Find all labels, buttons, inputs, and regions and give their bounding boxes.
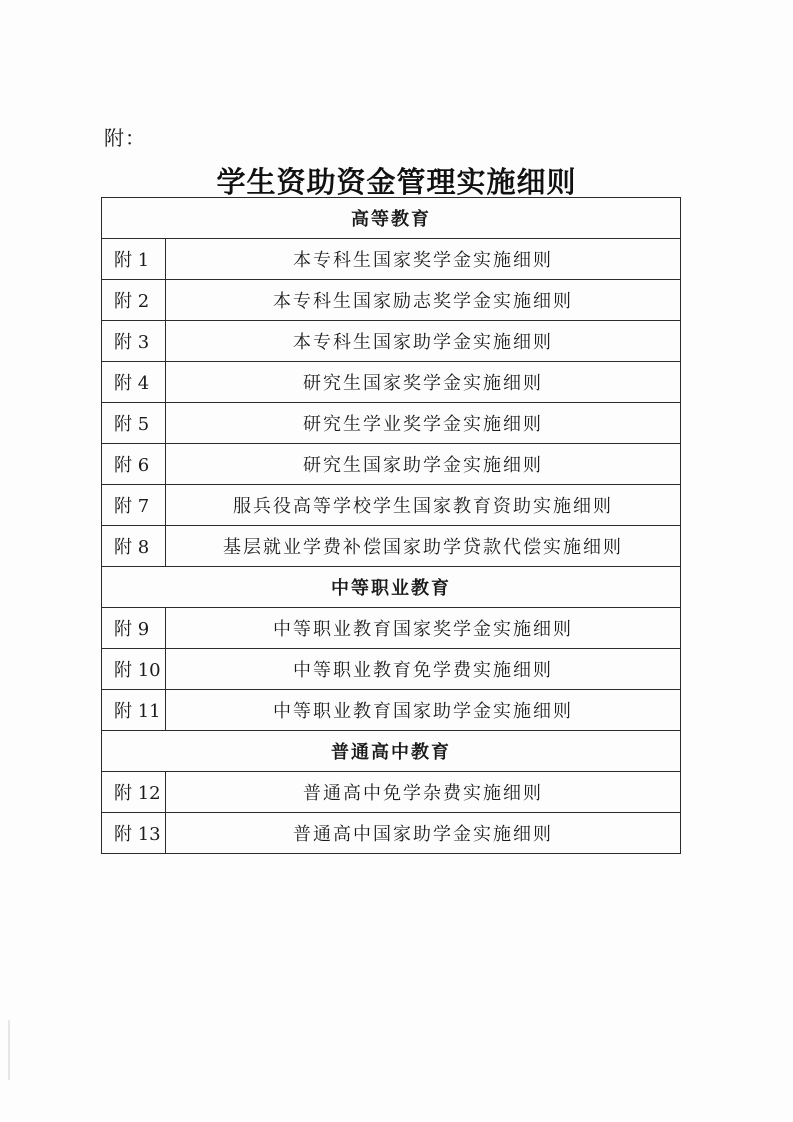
section-heading: 高等教育 [102, 198, 681, 239]
table-row [102, 444, 681, 485]
attachment-name: 研究生学业奖学金实施细则 [166, 403, 681, 444]
table-row [102, 526, 681, 567]
attachment-name: 研究生国家奖学金实施细则 [166, 362, 681, 403]
attachment-number: 附 6 [102, 444, 166, 485]
scan-margin-mark [8, 1020, 10, 1080]
table-row [102, 362, 681, 403]
table-row [102, 485, 681, 526]
attachment-table [101, 197, 681, 854]
attachment-number: 附 1 [102, 239, 166, 280]
attachment-name: 本专科生国家励志奖学金实施细则 [166, 280, 681, 321]
table-row [102, 403, 681, 444]
attachment-label: 附： [104, 126, 146, 150]
table-row [102, 280, 681, 321]
attachment-number: 附 3 [102, 321, 166, 362]
table-row [102, 772, 681, 813]
section-row [102, 567, 681, 608]
attachment-name: 本专科生国家助学金实施细则 [166, 321, 681, 362]
attachment-number: 附 2 [102, 280, 166, 321]
attachment-number: 附 4 [102, 362, 166, 403]
attachment-name: 基层就业学费补偿国家助学贷款代偿实施细则 [166, 526, 681, 567]
attachment-number: 附 8 [102, 526, 166, 567]
attachment-name: 普通高中免学杂费实施细则 [166, 772, 681, 813]
table-row [102, 813, 681, 854]
attachment-name: 中等职业教育免学费实施细则 [166, 649, 681, 690]
attachment-name: 研究生国家助学金实施细则 [166, 444, 681, 485]
attachment-number: 附 10 [102, 649, 166, 690]
attachment-number: 附 13 [102, 813, 166, 854]
attachment-number: 附 5 [102, 403, 166, 444]
table-row [102, 649, 681, 690]
attachment-name: 服兵役高等学校学生国家教育资助实施细则 [166, 485, 681, 526]
table-row [102, 321, 681, 362]
section-heading: 中等职业教育 [102, 567, 681, 608]
attachment-number: 附 12 [102, 772, 166, 813]
attachment-name: 普通高中国家助学金实施细则 [166, 813, 681, 854]
attachment-number: 附 11 [102, 690, 166, 731]
section-heading: 普通高中教育 [102, 731, 681, 772]
attachment-name: 中等职业教育国家奖学金实施细则 [166, 608, 681, 649]
attachment-number: 附 9 [102, 608, 166, 649]
section-row [102, 731, 681, 772]
attachment-name: 本专科生国家奖学金实施细则 [166, 239, 681, 280]
table-row [102, 690, 681, 731]
attachment-number: 附 7 [102, 485, 166, 526]
attachment-name: 中等职业教育国家助学金实施细则 [166, 690, 681, 731]
page-title: 学生资助资金管理实施细则 [216, 165, 577, 199]
table-row [102, 608, 681, 649]
section-row [102, 198, 681, 239]
table-row [102, 239, 681, 280]
